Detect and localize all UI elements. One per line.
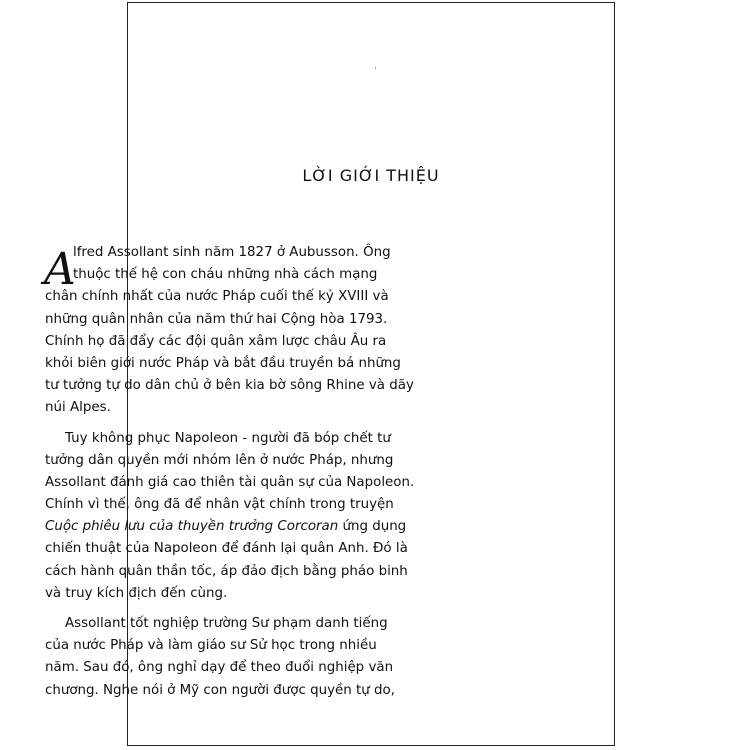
text-line: và truy kích địch đến cùng.	[45, 585, 228, 601]
page-speck	[375, 67, 376, 69]
text-line	[45, 516, 457, 538]
text-line: Assollant tốt nghiệp trường Sư phạm danh tiếng	[65, 616, 388, 631]
text-line: năm. Sau đó, ông nghỉ dạy để theo đuổi nghiệp văn	[45, 660, 394, 676]
chapter-heading: LỜI GIỚI THIỆU	[302, 166, 440, 185]
text-line: chương. Nghe nói ở Mỹ con người được quyền tự do,	[45, 682, 395, 698]
text-line: cách hành quân thần tốc, áp đảo địch bằng pháo binh	[45, 563, 408, 579]
text-fragment: ứng dụng	[338, 519, 407, 535]
text-line: Assollant đánh giá cao thiên tài quân sự của Napoleon.	[45, 474, 415, 490]
text-line: thuộc thế hệ con cháu những nhà cách mạng	[73, 267, 378, 283]
text-line: những quân nhân của năm thứ hai Cộng hòa 1793.	[45, 311, 388, 327]
text-line: Chính vì thế, ông đã để nhân vật chính trong truyện	[45, 497, 394, 513]
text-line: khỏi biên giới nước Pháp và bắt đầu truyền bá những	[45, 355, 401, 371]
text-line: Chính họ đã đẩy các đội quân xâm lược châu Âu ra	[45, 333, 387, 349]
text-line: chân chính nhất của nước Pháp cuối thế kỷ XVIII và	[45, 289, 389, 305]
drop-cap-letter: A	[44, 244, 76, 295]
chapter-body	[45, 242, 457, 702]
paragraph-3	[45, 613, 457, 702]
text-line: chiến thuật của Napoleon để đánh lại quân Anh. Đó là	[45, 541, 408, 557]
text-line: tư tưởng tự do dân chủ ở bên kia bờ sông Rhine và dãy	[45, 378, 414, 394]
paragraph-2	[45, 428, 457, 606]
paragraph-1	[45, 242, 457, 420]
text-line: núi Alpes.	[45, 400, 111, 416]
text-line: của nước Pháp và làm giáo sư Sử học trong nhiều	[45, 638, 377, 654]
text-line: tưởng dân quyền mới nhóm lên ở nước Pháp, nhưng	[45, 452, 394, 468]
text-line: lfred Assollant sinh năm 1827 ở Aubusson. Ông	[73, 245, 391, 260]
book-title-italic: Cuộc phiêu lưu của thuyền trưởng Corcoran	[45, 519, 339, 535]
text-line: Tuy không phục Napoleon - người đã bóp chết tư	[65, 430, 391, 446]
